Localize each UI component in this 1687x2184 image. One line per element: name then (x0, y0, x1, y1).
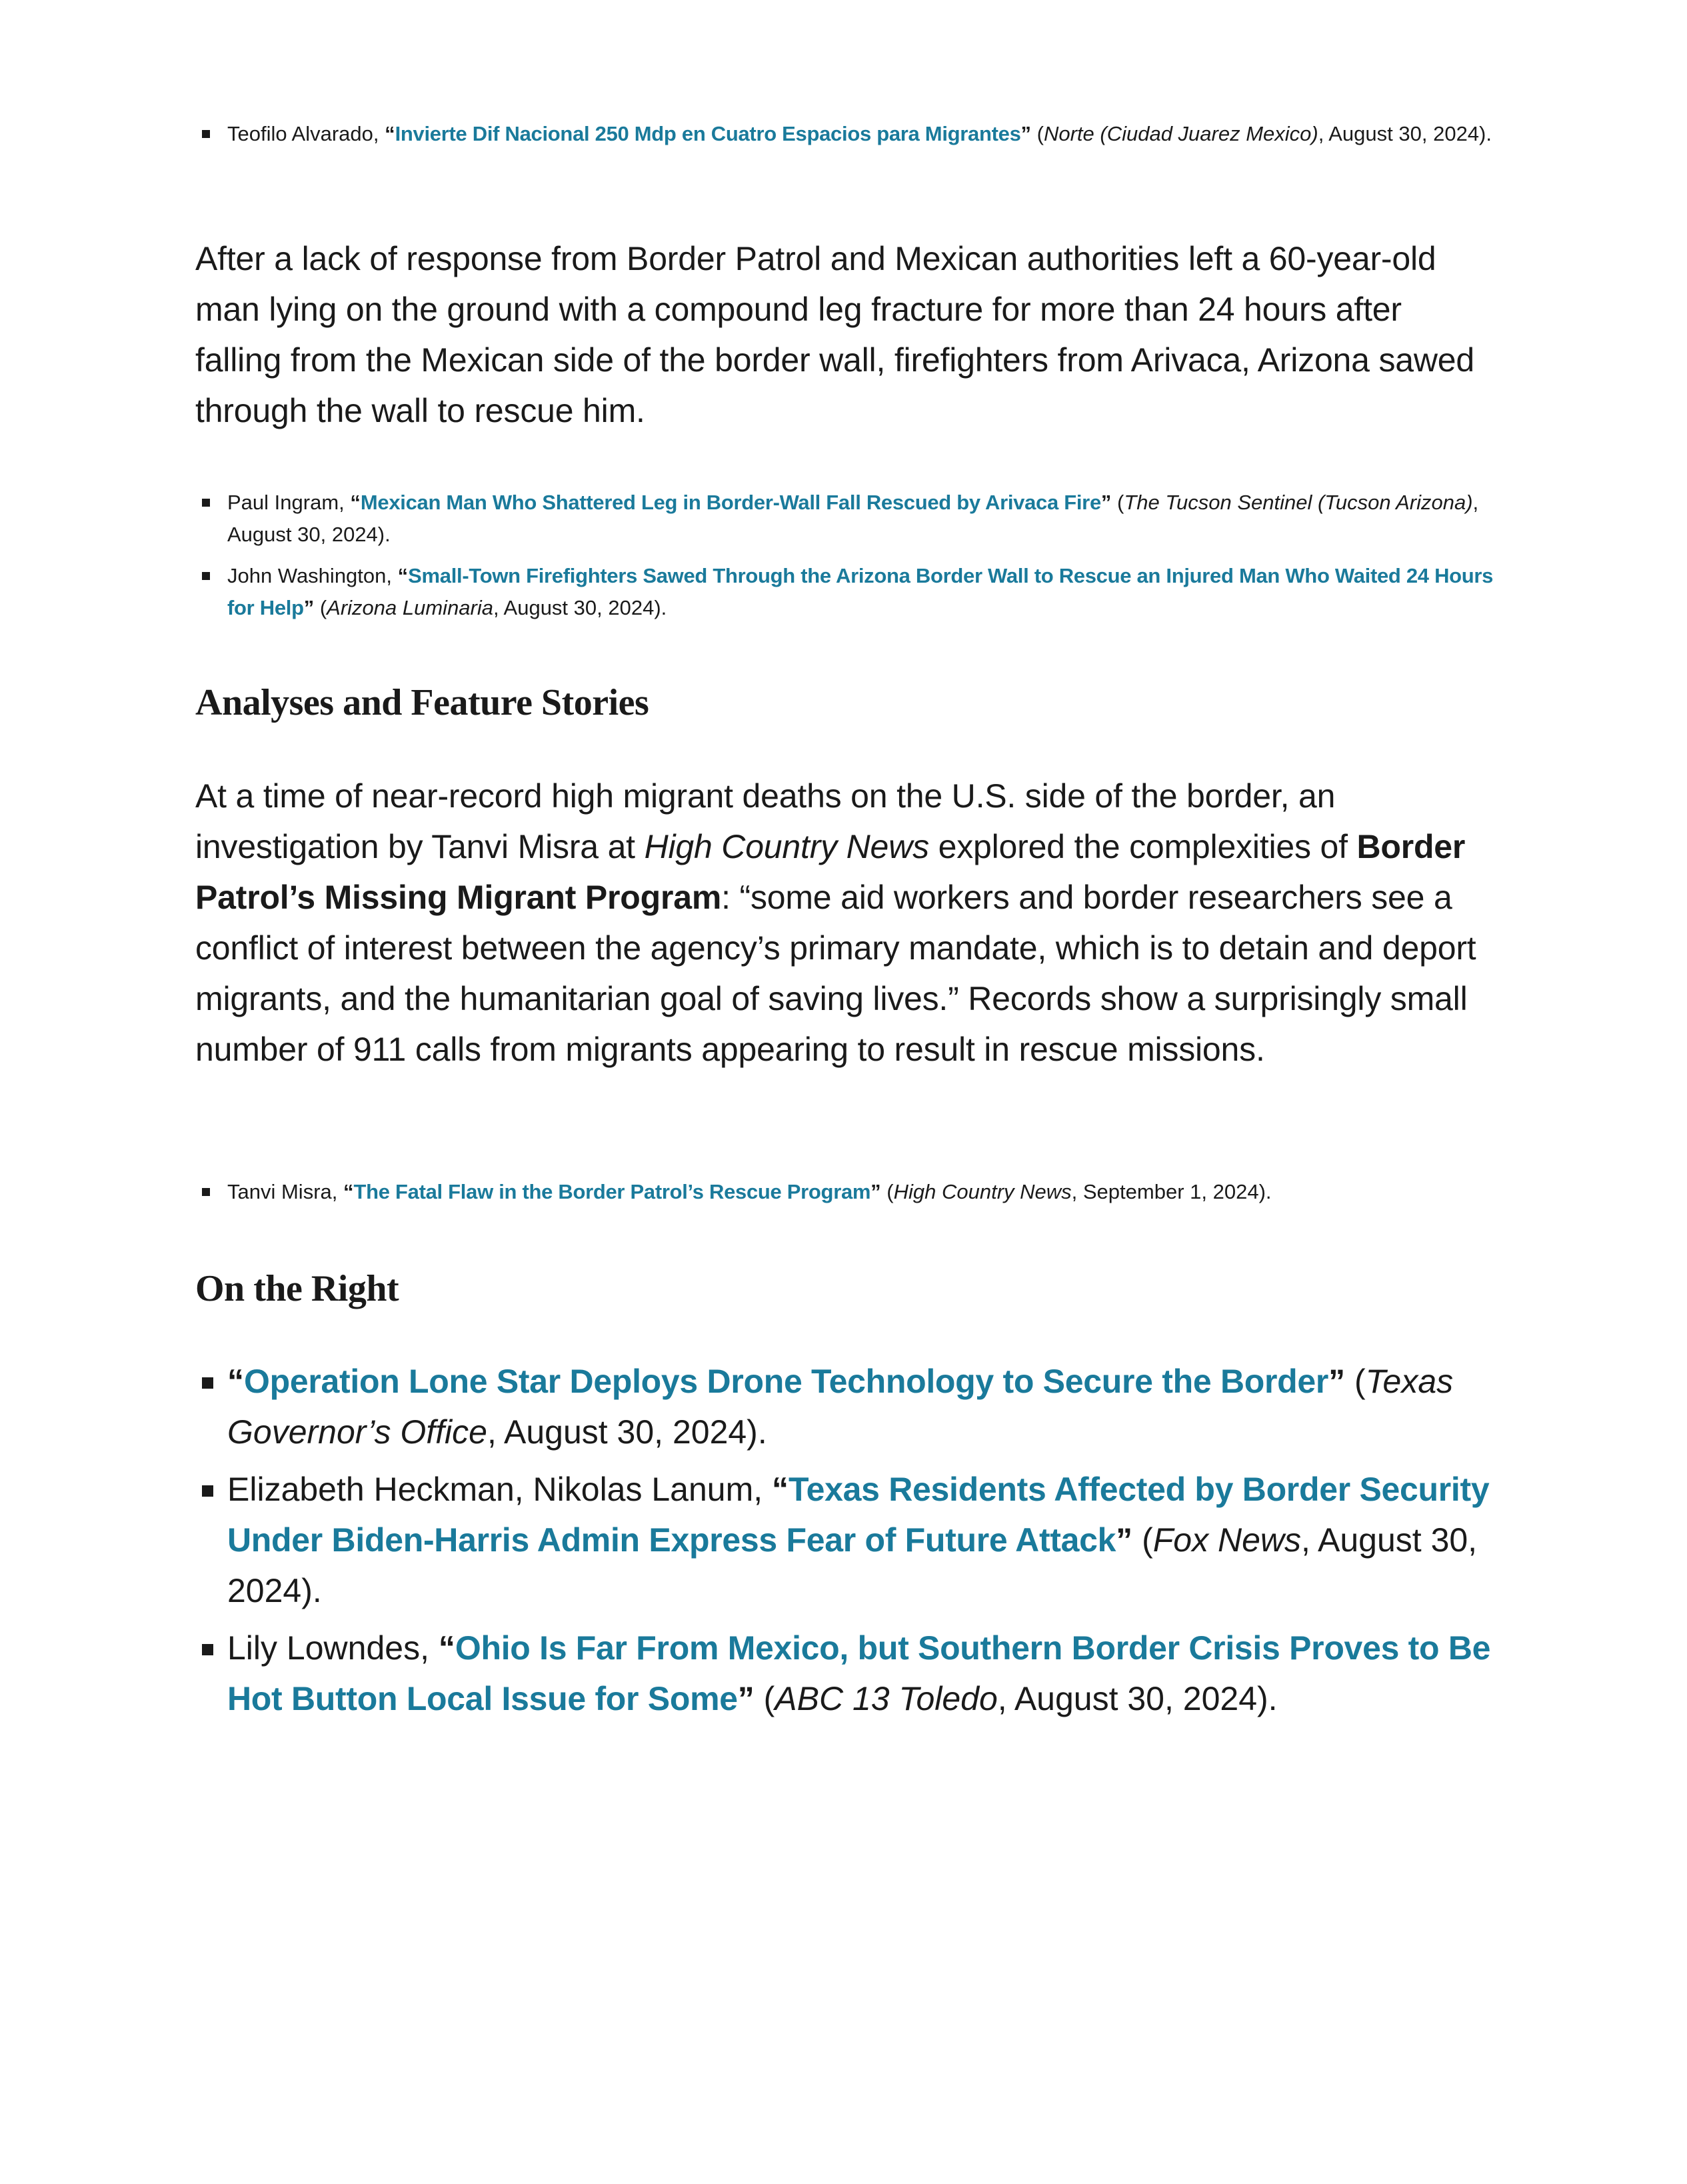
reference-link[interactable]: Texas Residents Affected by Border Security Under Biden-Harris Admin Express Fear of Future Attack (227, 1471, 1490, 1559)
paragraph-analysis: At a time of near-record high migrant deaths on the U.S. side of the border, an investigation by Tanvi Misra at High Country News explored the complexities of Border Patrol’s Missing Migrant Program: “some aid workers and border researchers see a conflict of interest between the agency’s primary mandate, which is to detain and deport migrants, and the humanitarian goal of saving lives.” Records show a surprisingly small number of 911 calls from migrants appearing to result in rescue missions. (195, 777, 1476, 1068)
reference-source: High Country News (893, 1180, 1072, 1203)
reference-author: Tanvi Misra, (227, 1180, 343, 1203)
reference-list-1 (195, 118, 1492, 159)
reference-item: Lily Lowndes, “Ohio Is Far From Mexico, but Southern Border Crisis Proves to Be Hot Button Local Issue for Some” (ABC 13 Toledo, August 30, 2024). (195, 1623, 1495, 1724)
section-heading-on-the-right: On the Right (195, 1268, 399, 1309)
reference-author: Lily Lowndes, (227, 1629, 439, 1667)
reference-list-2 (195, 487, 1495, 633)
reference-source: Arizona Luminaria (327, 596, 494, 619)
reference-source: Norte (Ciudad Juarez Mexico) (1043, 122, 1318, 145)
reference-author: Teofilo Alvarado, (227, 122, 385, 145)
reference-source: Texas Governor’s Office (227, 1363, 1454, 1451)
reference-item: “Operation Lone Star Deploys Drone Technology to Secure the Border” (Texas Governor’s Office, August 30, 2024). (195, 1356, 1495, 1457)
reference-author: Elizabeth Heckman, Nikolas Lanum, (227, 1471, 773, 1508)
reference-item: Teofilo Alvarado, “Invierte Dif Nacional 250 Mdp en Cuatro Espacios para Migrantes” (Norte (Ciudad Juarez Mexico), August 30, 2024). (195, 118, 1492, 150)
reference-item: Tanvi Misra, “The Fatal Flaw in the Border Patrol’s Rescue Program” (High Country News, September 1, 2024). (195, 1176, 1272, 1208)
reference-source: The Tucson Sentinel (Tucson Arizona) (1124, 491, 1473, 514)
reference-author: Paul Ingram, (227, 491, 351, 514)
reference-link[interactable]: Operation Lone Star Deploys Drone Technology to Secure the Border (244, 1363, 1329, 1400)
reference-list-4 (195, 1356, 1495, 1731)
reference-link[interactable]: Mexican Man Who Shattered Leg in Border-Wall Fall Rescued by Arivaca Fire (360, 491, 1101, 514)
paragraph-rescue: After a lack of response from Border Patrol and Mexican authorities left a 60-year-old man lying on the ground with a compound leg fracture for more than 24 hours after falling from the Mexican side of the border wall, firefighters from Arivaca, Arizona sawed through the wall to rescue him. (195, 240, 1474, 429)
reference-link[interactable]: Small-Town Firefighters Sawed Through the Arizona Border Wall to Rescue an Injured Man Who Waited 24 Hours for Help (227, 564, 1494, 619)
reference-list-3 (195, 1176, 1272, 1217)
reference-item: Paul Ingram, “Mexican Man Who Shattered Leg in Border-Wall Fall Rescued by Arivaca Fire” (The Tucson Sentinel (Tucson Arizona), August 30, 2024). (195, 487, 1495, 551)
reference-source: ABC 13 Toledo (775, 1680, 998, 1717)
reference-item: Elizabeth Heckman, Nikolas Lanum, “Texas Residents Affected by Border Security Under Biden-Harris Admin Express Fear of Future Attack” (Fox News, August 30, 2024). (195, 1464, 1495, 1616)
section-heading-analyses: Analyses and Feature Stories (195, 682, 649, 723)
reference-link[interactable]: Invierte Dif Nacional 250 Mdp en Cuatro Espacios para Migrantes (395, 122, 1021, 145)
reference-source: Fox News (1152, 1521, 1301, 1559)
reference-author: John Washington, (227, 564, 398, 587)
reference-item: John Washington, “Small-Town Firefighters Sawed Through the Arizona Border Wall to Rescue an Injured Man Who Waited 24 Hours for Help” (Arizona Luminaria, August 30, 2024). (195, 560, 1495, 624)
reference-link[interactable]: Ohio Is Far From Mexico, but Southern Border Crisis Proves to Be Hot Button Local Issue for Some (227, 1629, 1491, 1717)
reference-link[interactable]: The Fatal Flaw in the Border Patrol’s Rescue Program (353, 1180, 871, 1203)
